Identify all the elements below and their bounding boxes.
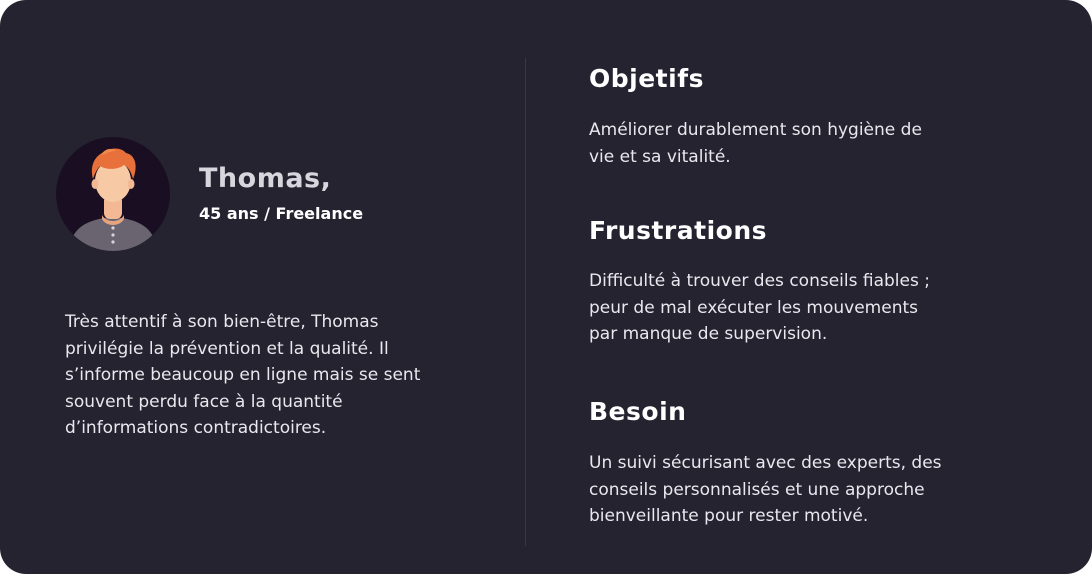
section-title-objectifs: Objetifs: [589, 64, 704, 93]
section-title-frustrations: Frustrations: [589, 216, 768, 245]
section-line: Un suivi sécurisant avec des experts, des: [589, 453, 942, 473]
section-line: Améliorer durablement son hygiène de: [589, 120, 922, 140]
section-line: peur de mal exécuter les mouvements: [589, 297, 918, 318]
vertical-divider: [525, 58, 526, 546]
person-avatar-icon: [56, 137, 170, 251]
section-line: bienveillante pour rester motivé.: [589, 506, 869, 526]
bio-line: Très attentif à son bien-être, Thomas: [65, 312, 379, 332]
section-line: vie et sa vitalité.: [589, 146, 731, 167]
bio-line: privilégie la prévention et la qualité. Il: [65, 338, 389, 359]
section-text-besoin: [589, 450, 1069, 530]
section-text-objectifs: [589, 117, 1069, 170]
section-line: par manque de supervision.: [589, 324, 828, 344]
avatar: [56, 137, 170, 251]
section-line: Difficulté à trouver des conseils fiables ;: [589, 271, 930, 291]
section-line: conseils personnalisés et une approche: [589, 479, 925, 500]
section-title-besoin: Besoin: [589, 397, 687, 426]
persona-bio: [65, 309, 495, 442]
bio-line: d’informations contradictoires.: [65, 418, 327, 438]
bio-line: souvent perdu face à la quantité: [65, 391, 343, 412]
section-text-frustrations: [589, 268, 1069, 348]
persona-name: Thomas,: [199, 163, 332, 194]
bio-line: s’informe beaucoup en ligne mais se sent: [65, 365, 421, 385]
persona-subtitle: 45 ans / Freelance: [199, 204, 364, 223]
